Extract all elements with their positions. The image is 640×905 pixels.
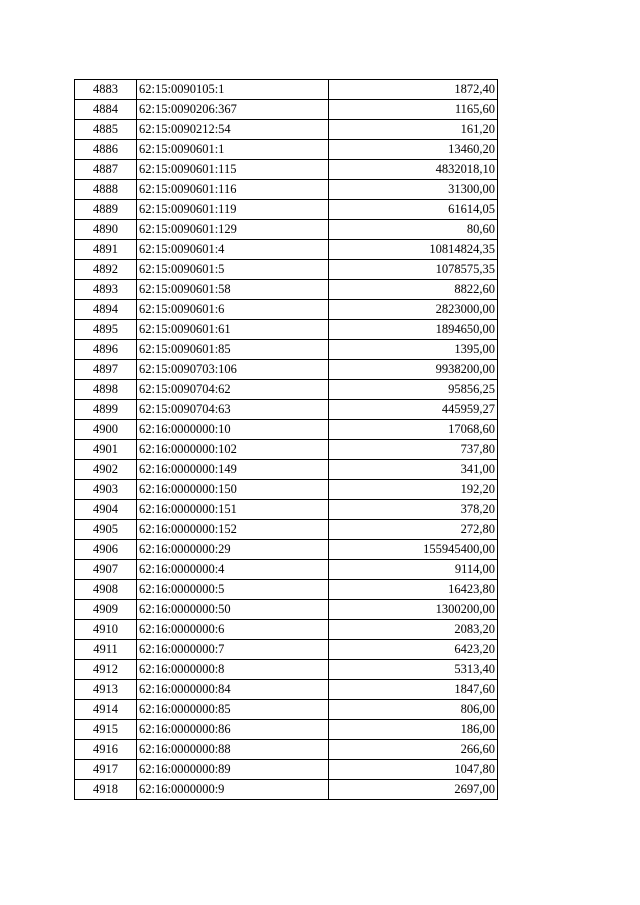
row-index-cell: 4910	[75, 620, 137, 640]
value-cell: 272,80	[329, 520, 498, 540]
row-index-cell: 4907	[75, 560, 137, 580]
value-cell: 61614,05	[329, 200, 498, 220]
cadastral-number-cell: 62:16:0000000:86	[137, 720, 329, 740]
cadastral-number-cell: 62:15:0090704:62	[137, 380, 329, 400]
table-row	[75, 640, 498, 660]
value-cell: 16423,80	[329, 580, 498, 600]
row-index-cell: 4914	[75, 700, 137, 720]
value-cell: 445959,27	[329, 400, 498, 420]
cadastral-number-cell: 62:16:0000000:152	[137, 520, 329, 540]
cadastral-number-cell: 62:16:0000000:8	[137, 660, 329, 680]
row-index-cell: 4916	[75, 740, 137, 760]
table-row	[75, 400, 498, 420]
row-index-cell: 4889	[75, 200, 137, 220]
table-row	[75, 480, 498, 500]
table-row	[75, 320, 498, 340]
value-cell: 737,80	[329, 440, 498, 460]
value-cell: 9114,00	[329, 560, 498, 580]
cadastral-number-cell: 62:16:0000000:88	[137, 740, 329, 760]
value-cell: 266,60	[329, 740, 498, 760]
value-cell: 1078575,35	[329, 260, 498, 280]
cadastral-number-cell: 62:15:0090601:58	[137, 280, 329, 300]
cadastral-number-cell: 62:15:0090601:4	[137, 240, 329, 260]
cadastral-number-cell: 62:16:0000000:7	[137, 640, 329, 660]
cadastral-number-cell: 62:15:0090704:63	[137, 400, 329, 420]
row-index-cell: 4884	[75, 100, 137, 120]
table-row	[75, 260, 498, 280]
table-row	[75, 80, 498, 100]
value-cell: 10814824,35	[329, 240, 498, 260]
cadastral-number-cell: 62:15:0090703:106	[137, 360, 329, 380]
table-row	[75, 520, 498, 540]
cadastral-number-cell: 62:16:0000000:151	[137, 500, 329, 520]
row-index-cell: 4917	[75, 760, 137, 780]
cadastral-number-cell: 62:15:0090105:1	[137, 80, 329, 100]
value-cell: 378,20	[329, 500, 498, 520]
row-index-cell: 4898	[75, 380, 137, 400]
row-index-cell: 4886	[75, 140, 137, 160]
row-index-cell: 4897	[75, 360, 137, 380]
cadastral-number-cell: 62:16:0000000:89	[137, 760, 329, 780]
cadastral-number-cell: 62:15:0090601:119	[137, 200, 329, 220]
value-cell: 161,20	[329, 120, 498, 140]
cadastral-number-cell: 62:15:0090601:61	[137, 320, 329, 340]
value-cell: 8822,60	[329, 280, 498, 300]
row-index-cell: 4885	[75, 120, 137, 140]
cadastral-number-cell: 62:16:0000000:6	[137, 620, 329, 640]
row-index-cell: 4902	[75, 460, 137, 480]
table-row	[75, 100, 498, 120]
table-row	[75, 200, 498, 220]
value-cell: 2823000,00	[329, 300, 498, 320]
table-row	[75, 660, 498, 680]
cadastral-number-cell: 62:16:0000000:9	[137, 780, 329, 800]
cadastral-number-cell: 62:16:0000000:85	[137, 700, 329, 720]
table-row	[75, 280, 498, 300]
value-cell: 4832018,10	[329, 160, 498, 180]
table-row	[75, 440, 498, 460]
table-row	[75, 760, 498, 780]
row-index-cell: 4913	[75, 680, 137, 700]
table-row	[75, 340, 498, 360]
cadastral-number-cell: 62:16:0000000:50	[137, 600, 329, 620]
cadastral-number-cell: 62:15:0090601:115	[137, 160, 329, 180]
cadastral-table	[74, 79, 498, 800]
cadastral-number-cell: 62:15:0090212:54	[137, 120, 329, 140]
row-index-cell: 4895	[75, 320, 137, 340]
row-index-cell: 4909	[75, 600, 137, 620]
value-cell: 2083,20	[329, 620, 498, 640]
table-row	[75, 620, 498, 640]
value-cell: 5313,40	[329, 660, 498, 680]
table-row	[75, 780, 498, 800]
cadastral-number-cell: 62:15:0090601:6	[137, 300, 329, 320]
table-row	[75, 180, 498, 200]
value-cell: 31300,00	[329, 180, 498, 200]
value-cell: 13460,20	[329, 140, 498, 160]
value-cell: 80,60	[329, 220, 498, 240]
row-index-cell: 4888	[75, 180, 137, 200]
table-row	[75, 680, 498, 700]
table-row	[75, 240, 498, 260]
cadastral-number-cell: 62:16:0000000:10	[137, 420, 329, 440]
cadastral-number-cell: 62:16:0000000:29	[137, 540, 329, 560]
table-row	[75, 300, 498, 320]
value-cell: 2697,00	[329, 780, 498, 800]
table-row	[75, 420, 498, 440]
table-row	[75, 460, 498, 480]
row-index-cell: 4891	[75, 240, 137, 260]
table-row	[75, 600, 498, 620]
cadastral-number-cell: 62:15:0090206:367	[137, 100, 329, 120]
cadastral-number-cell: 62:16:0000000:4	[137, 560, 329, 580]
value-cell: 17068,60	[329, 420, 498, 440]
table-row	[75, 220, 498, 240]
row-index-cell: 4908	[75, 580, 137, 600]
row-index-cell: 4892	[75, 260, 137, 280]
table-row	[75, 360, 498, 380]
cadastral-number-cell: 62:15:0090601:116	[137, 180, 329, 200]
cadastral-number-cell: 62:16:0000000:102	[137, 440, 329, 460]
cadastral-number-cell: 62:15:0090601:85	[137, 340, 329, 360]
row-index-cell: 4887	[75, 160, 137, 180]
value-cell: 9938200,00	[329, 360, 498, 380]
row-index-cell: 4918	[75, 780, 137, 800]
cadastral-number-cell: 62:16:0000000:84	[137, 680, 329, 700]
value-cell: 155945400,00	[329, 540, 498, 560]
table-row	[75, 560, 498, 580]
table-row	[75, 500, 498, 520]
table-row	[75, 120, 498, 140]
cadastral-number-cell: 62:16:0000000:5	[137, 580, 329, 600]
table-row	[75, 580, 498, 600]
table-body	[75, 80, 498, 800]
cadastral-number-cell: 62:16:0000000:150	[137, 480, 329, 500]
row-index-cell: 4905	[75, 520, 137, 540]
table-row	[75, 720, 498, 740]
cadastral-number-cell: 62:15:0090601:1	[137, 140, 329, 160]
table-row	[75, 540, 498, 560]
value-cell: 1847,60	[329, 680, 498, 700]
row-index-cell: 4912	[75, 660, 137, 680]
cadastral-number-cell: 62:16:0000000:149	[137, 460, 329, 480]
value-cell: 95856,25	[329, 380, 498, 400]
value-cell: 192,20	[329, 480, 498, 500]
cadastral-number-cell: 62:15:0090601:129	[137, 220, 329, 240]
value-cell: 1872,40	[329, 80, 498, 100]
row-index-cell: 4903	[75, 480, 137, 500]
table-row	[75, 160, 498, 180]
value-cell: 1894650,00	[329, 320, 498, 340]
cadastral-number-cell: 62:15:0090601:5	[137, 260, 329, 280]
value-cell: 806,00	[329, 700, 498, 720]
row-index-cell: 4904	[75, 500, 137, 520]
row-index-cell: 4915	[75, 720, 137, 740]
value-cell: 186,00	[329, 720, 498, 740]
row-index-cell: 4899	[75, 400, 137, 420]
value-cell: 1047,80	[329, 760, 498, 780]
row-index-cell: 4906	[75, 540, 137, 560]
row-index-cell: 4896	[75, 340, 137, 360]
table-row	[75, 380, 498, 400]
value-cell: 6423,20	[329, 640, 498, 660]
value-cell: 341,00	[329, 460, 498, 480]
row-index-cell: 4883	[75, 80, 137, 100]
row-index-cell: 4894	[75, 300, 137, 320]
row-index-cell: 4911	[75, 640, 137, 660]
table-row	[75, 140, 498, 160]
value-cell: 1395,00	[329, 340, 498, 360]
table-row	[75, 740, 498, 760]
row-index-cell: 4901	[75, 440, 137, 460]
row-index-cell: 4893	[75, 280, 137, 300]
value-cell: 1165,60	[329, 100, 498, 120]
value-cell: 1300200,00	[329, 600, 498, 620]
row-index-cell: 4900	[75, 420, 137, 440]
row-index-cell: 4890	[75, 220, 137, 240]
table-row	[75, 700, 498, 720]
